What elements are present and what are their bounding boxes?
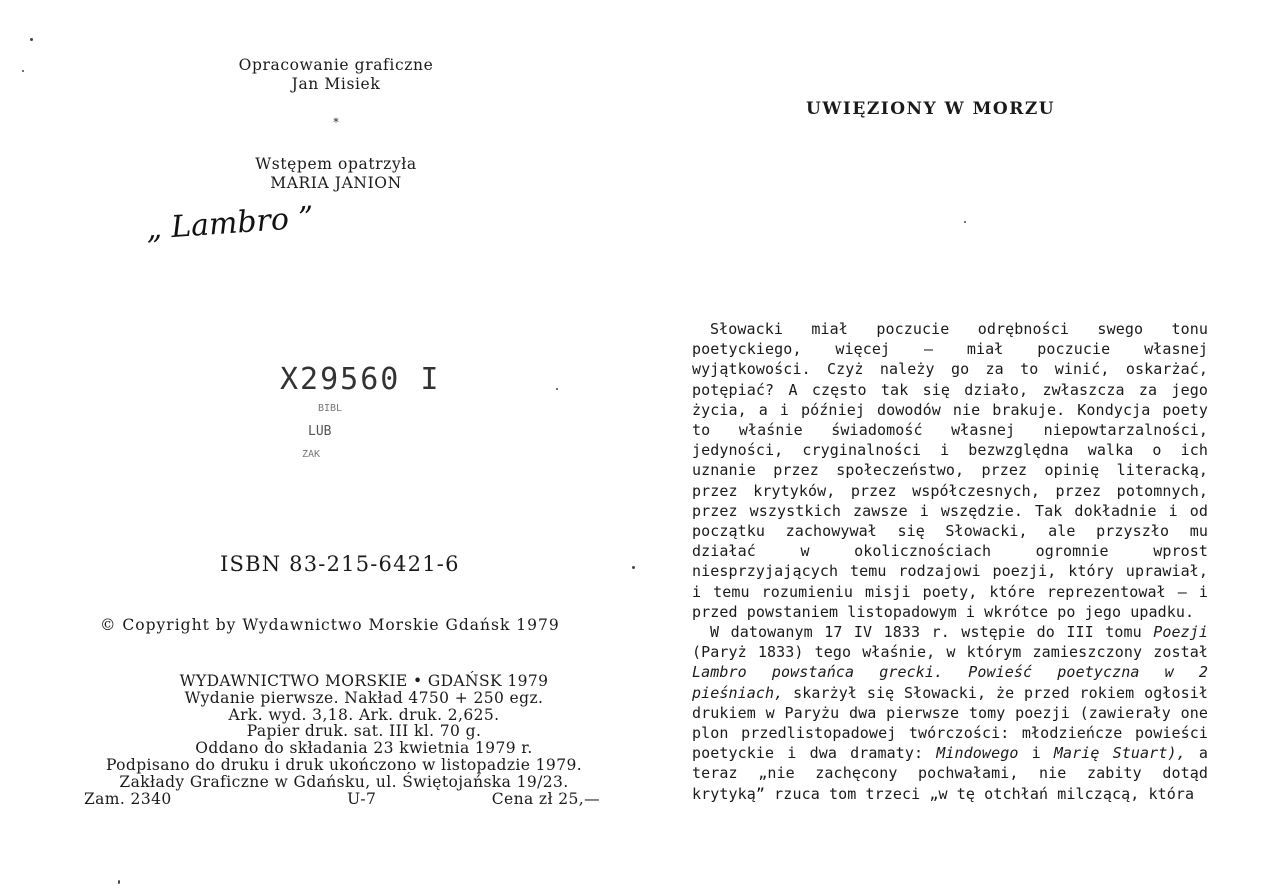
graphic-design-label: Opracowanie graficzne bbox=[238, 56, 434, 74]
scan-speck bbox=[632, 566, 635, 569]
order-number: Zam. 2340 bbox=[84, 789, 172, 808]
colophon-paper: Papier druk. sat. III kl. 70 g. bbox=[246, 722, 482, 741]
colophon-printing: Podpisano do druku i druk ukończono w listopadzie 1979. bbox=[105, 755, 583, 774]
scan-speck bbox=[118, 880, 120, 884]
colophon-edition: Wydanie pierwsze. Nakład 4750 + 250 egz. bbox=[184, 688, 544, 707]
scan-speck bbox=[22, 70, 24, 72]
library-stamp bbox=[280, 362, 480, 460]
scan-speck bbox=[964, 221, 966, 223]
isbn: ISBN 83-215-6421-6 bbox=[220, 552, 460, 576]
graphic-designer-name: Jan Misiek bbox=[291, 75, 381, 93]
stamp-line-3: ZAK bbox=[302, 449, 321, 460]
scan-speck bbox=[556, 388, 558, 390]
graphic-design-credit bbox=[186, 56, 486, 93]
colophon bbox=[84, 673, 604, 807]
copyright-notice: © Copyright by Wydawnictwo Morskie Gdańsk 1979 bbox=[100, 616, 560, 634]
scan-speck bbox=[30, 38, 33, 41]
colophon-publisher: WYDAWNICTWO MORSKIE • GDAŃSK 1979 bbox=[179, 672, 549, 690]
chapter-body bbox=[692, 319, 1208, 804]
stamp-line-1: BIBL bbox=[318, 403, 343, 414]
colophon-printer: Zakłady Graficzne w Gdańsku, ul. Świętojańska 19/23. bbox=[119, 772, 569, 791]
credit-separator: * bbox=[333, 116, 339, 129]
introduction-credit bbox=[186, 155, 486, 192]
price: Cena zł 25,— bbox=[491, 789, 600, 808]
introduction-label: Wstępem opatrzyła bbox=[255, 155, 417, 173]
series-code: U-7 bbox=[347, 789, 377, 808]
chapter-title: UWIĘZIONY W MORZU bbox=[806, 99, 1056, 119]
colophon-typesetting: Oddano do składania 23 kwietnia 1979 r. bbox=[195, 739, 533, 758]
paragraph-2: W datowanym 17 IV 1833 r. wstępie do III tomu Poezji (Paryż 1833) tego właśnie, w którym zamieszczony został Lambro powstańca grecki. Powieść poetyczna w 2 pieśniach, skarżył się Słowacki, że przed rokiem ogłosił drukiem w Paryżu dwa pierwsze tomy poezji (zawierały one plon przedlistopadowej twórczości: młodzieńcze powieści poetyckie i dwa dramaty: Mindowego i Marię Stuart), a teraz „nie zachęcony pochwałami, nie zabity dotąd krytyką” rzuca tom trzeci „w tę otchłań milczącą, która bbox=[692, 623, 1208, 803]
colophon-order-line bbox=[84, 791, 600, 808]
paragraph-1: Słowacki miał poczucie odrębności swego tonu poetyckiego, więcej — miał poczucie własnej wyjątkowości. Czyż należy go za to winić, oskarżać, potępiać? A często tak się działo, zwłaszcza za jego życia, a i później dowodów nie brakuje. Kondycja poety to właśnie świadomość własnej niepowtarzalności, jedyności, cryginalności i bezwzględna walka o ich uznanie przez społeczeństwo, przez opinię literacką, przez krytyków, przez współczesnych, przez potomnych, przez wszystkich zawsze i wszędzie. Tak dokładnie i od początku zachowywał się Słowacki, ale przyszło mu działać w okolicznościach ogromnie wprost niesprzyjających temu rodzajowi poezji, który uprawiał, i temu rozumieniu misji poety, które reprezentował — i przed powstaniem listopadowym i wkrótce po jego upadku. bbox=[692, 320, 1208, 621]
introduction-author: MARIA JANION bbox=[270, 174, 402, 192]
inventory-number: X29560 I bbox=[280, 362, 441, 397]
handwritten-note: „ Lambro ” bbox=[144, 200, 315, 247]
colophon-sheets: Ark. wyd. 3,18. Ark. druk. 2,625. bbox=[228, 705, 500, 724]
stamp-line-2: LUB bbox=[308, 424, 332, 439]
